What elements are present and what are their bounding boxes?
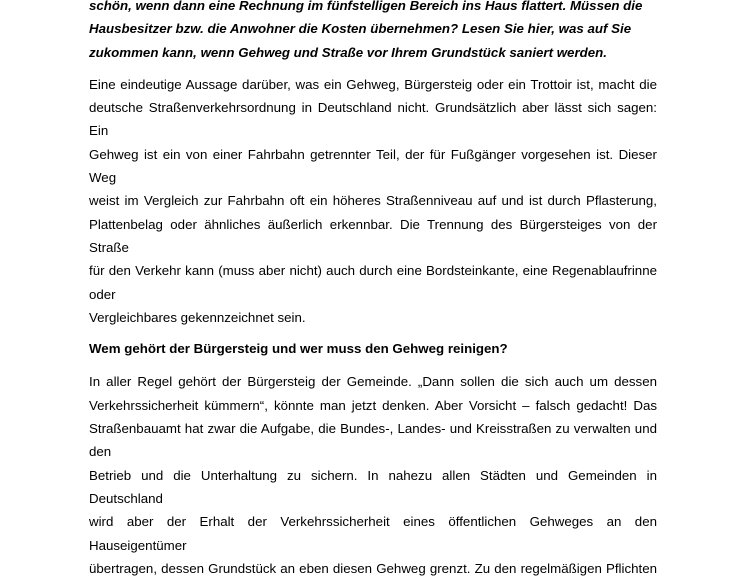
text-line: Plattenbelag oder ähnliches äußerlich erkennbar. Die Trennung des Bürgersteiges von der Straße — [89, 216, 657, 255]
text-line: weist im Vergleich zur Fahrbahn oft ein höheres Straßenniveau auf und ist durch Pflasterung, — [89, 193, 657, 209]
text-line: In aller Regel gehört der Bürgersteig der Gemeinde. „Dann sollen die sich auch um dessen — [89, 374, 657, 390]
text-line: Straßenbauamt hat zwar die Aufgabe, die Bundes-, Landes- und Kreisstraßen zu verwalten und den — [89, 421, 657, 460]
text-line: deutsche Straßenverkehrsordnung in Deutschland nicht. Grundsätzlich aber lässt sich sagen: Ein — [89, 100, 657, 139]
text-line: Gehweg ist ein von einer Fahrbahn getrennter Teil, der für Fußgänger vorgesehen ist. Dieser Weg — [89, 146, 657, 186]
document-body — [89, 0, 657, 580]
text-line: Verkehrssicherheit kümmern“, könnte man jetzt denken. Aber Vorsicht – falsch gedacht! Das — [89, 397, 657, 413]
paragraph-ownership — [89, 370, 657, 580]
text-line: wird aber der Erhalt der Verkehrssicherheit eines öffentlichen Gehweges an den Hauseigentümer — [89, 514, 657, 553]
text-line: Vergleichbares gekennzeichnet sein. — [89, 309, 306, 325]
intro-line: Hausbesitzer bzw. die Anwohner die Kosten übernehmen? Lesen Sie hier, was auf Sie — [89, 21, 632, 37]
text-line: übertragen, dessen Grundstück an eben diesen Gehweg grenzt. Zu den regelmäßigen Pflichten — [89, 560, 657, 576]
paragraph-definition — [89, 73, 657, 329]
intro-line: schön, wenn dann eine Rechnung im fünfstelligen Bereich ins Haus flattert. Müssen die — [89, 0, 643, 13]
section-heading: Wem gehört der Bürgersteig und wer muss den Gehweg reinigen? — [89, 341, 508, 357]
text-line: Betrieb und die Unterhaltung zu sichern. In nahezu allen Städten und Gemeinden in Deutschland — [89, 467, 657, 506]
text-line: für den Verkehr kann (muss aber nicht) auch durch eine Bordsteinkante, eine Regenablaufrinne oder — [89, 263, 657, 302]
text-line: Eine eindeutige Aussage darüber, was ein Gehweg, Bürgersteig oder ein Trottoir ist, macht die — [89, 76, 657, 92]
intro-paragraph — [89, 0, 657, 64]
intro-line: zukommen kann, wenn Gehweg und Straße vor Ihrem Grundstück saniert werden. — [89, 44, 607, 60]
